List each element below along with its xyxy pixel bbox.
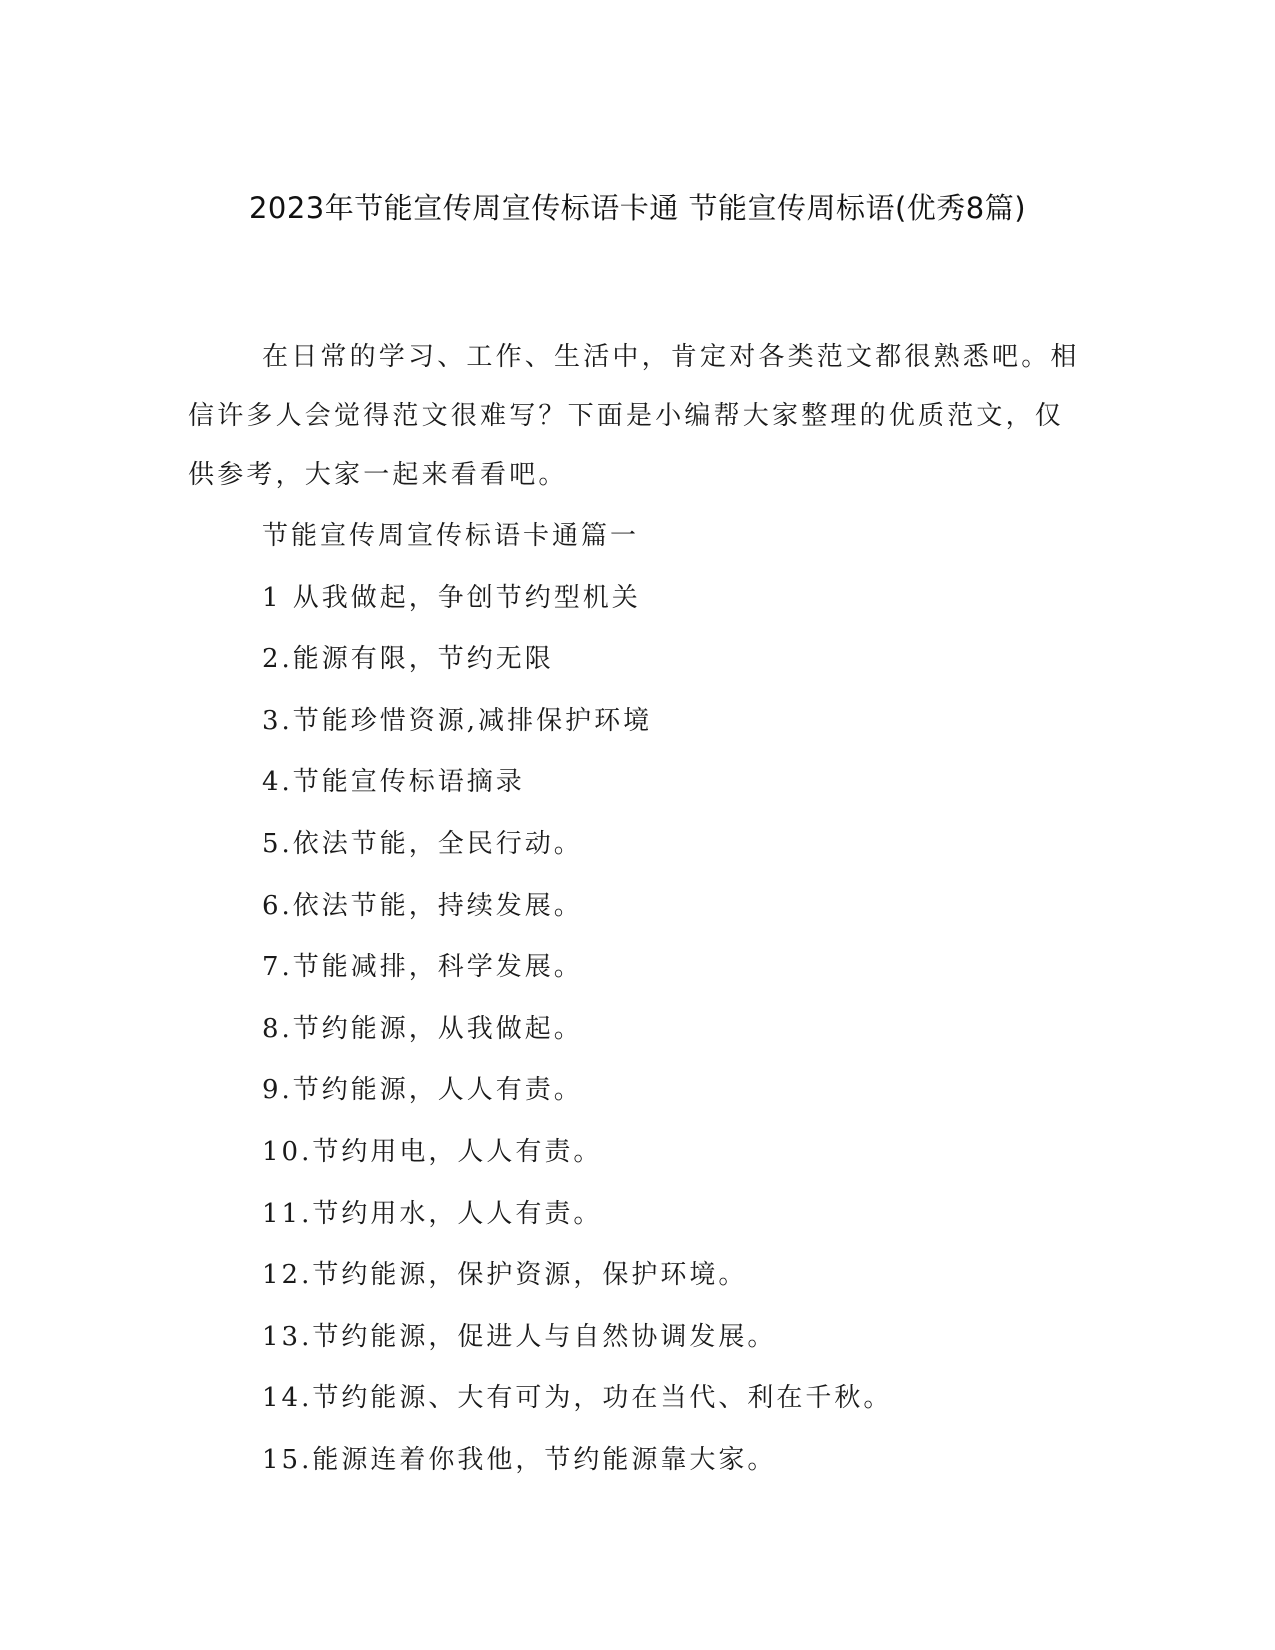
list-item: 11.节约用水，人人有责。: [262, 1198, 603, 1229]
intro-paragraph: 在日常的学习、工作、生活中，肯定对各类范文都很熟悉吧。相信许多人会觉得范文很难写？下面是小编帮大家整理的优质范文，仅供参考，大家一起来看看吧。: [188, 342, 1080, 490]
list-item: 15.能源连着你我他，节约能源靠大家。: [262, 1444, 777, 1475]
document-title: 2023年节能宣传周宣传标语卡通 节能宣传周标语(优秀8篇): [248, 191, 1027, 225]
list-item: 2.能源有限，节约无限: [262, 644, 554, 675]
list-item: 12.节约能源，保护资源，保护环境。: [262, 1260, 748, 1291]
list-item: 7.节能减排，科学发展。: [262, 952, 583, 983]
list-item: 10.节约用电，人人有责。: [262, 1136, 603, 1167]
list-item: 4.节能宣传标语摘录: [262, 767, 525, 798]
list-item: 14.节约能源、大有可为，功在当代、利在千秋。: [262, 1383, 893, 1414]
list-item: 5.依法节能，全民行动。: [262, 828, 583, 859]
slogan-list: [262, 516, 1062, 1502]
list-item: 1 从我做起，争创节约型机关: [262, 582, 641, 613]
list-item: 3.节能珍惜资源,减排保护环境: [262, 705, 653, 736]
list-item: 9.节约能源，人人有责。: [262, 1075, 583, 1106]
list-item: 6.依法节能，持续发展。: [262, 890, 583, 921]
section-heading: 节能宣传周宣传标语卡通篇一: [262, 521, 640, 551]
list-item: 13.节约能源，促进人与自然协调发展。: [262, 1321, 777, 1352]
list-item: 8.节约能源，从我做起。: [262, 1013, 583, 1044]
